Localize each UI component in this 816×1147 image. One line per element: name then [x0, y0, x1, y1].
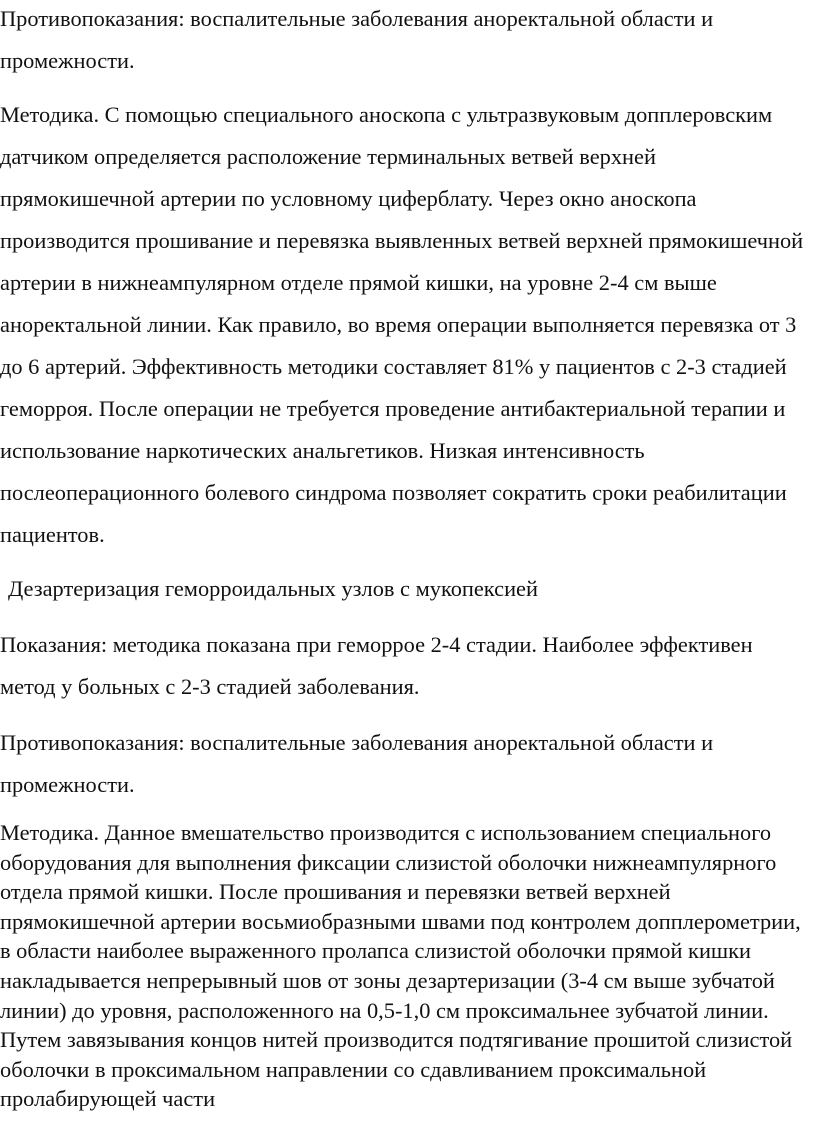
section-heading-dearterization-mucopexy: Дезартеризация геморроидальных узлов с мукопексией [8, 576, 538, 601]
paragraph-methodology-1: Методика. С помощью специального аноскопа с ультразвуковым допплеровским датчиком определяется расположение терминальных ветвей верхней прямокишечной артерии по условному циферблату. Через окно аноскопа производится прошивание и перевязка выявленных ветвей верхней прямокишечной артерии в нижнеампулярном отделе прямой кишки, на уровне 2-4 см выше аноректальной линии. Как правило, во время операции выполняется перевязка от 3 до 6 артерий. Эффективность методики составляет 81% у пациентов с 2-3 стадией геморроя. После операции не требуется проведение антибактериальной терапии и использование наркотических анальгетиков. Низкая интенсивность послеоперационного болевого синдрома позволяет сократить сроки реабилитации пациентов. [0, 102, 804, 547]
paragraph-methodology-2: Методика. Данное вмешательство производится с использованием специального оборудования для выполнения фиксации слизистой оболочки нижнеампулярного отдела прямой кишки. После прошивания и перевязки ветвей верхней прямокишечной артерии восьмиобразными швами под контролем допплерометрии, в области наиболее выраженного пролапса слизистой оболочки прямой кишки накладывается непрерывный шов от зоны дезартеризации (3-4 см выше зубчатой линии) до уровня, расположенного на 0,5-1,0 см проксимальнее зубчатой линии. Путем завязывания концов нитей производится подтягивание прошитой слизистой оболочки в проксимальном направлении со сдавливанием проксимальной пролабирующей части [0, 820, 801, 1112]
paragraph-contraindications-2: Противопоказания: воспалительные заболевания аноректальной области и промежности. [0, 730, 714, 797]
paragraph-indications: Показания: методика показана при геморрое 2-4 стадии. Наиболее эффективен метод у больных с 2-3 стадией заболевания. [0, 632, 753, 699]
paragraph-contraindications-1: Противопоказания: воспалительные заболевания аноректальной области и промежности. [0, 6, 714, 73]
